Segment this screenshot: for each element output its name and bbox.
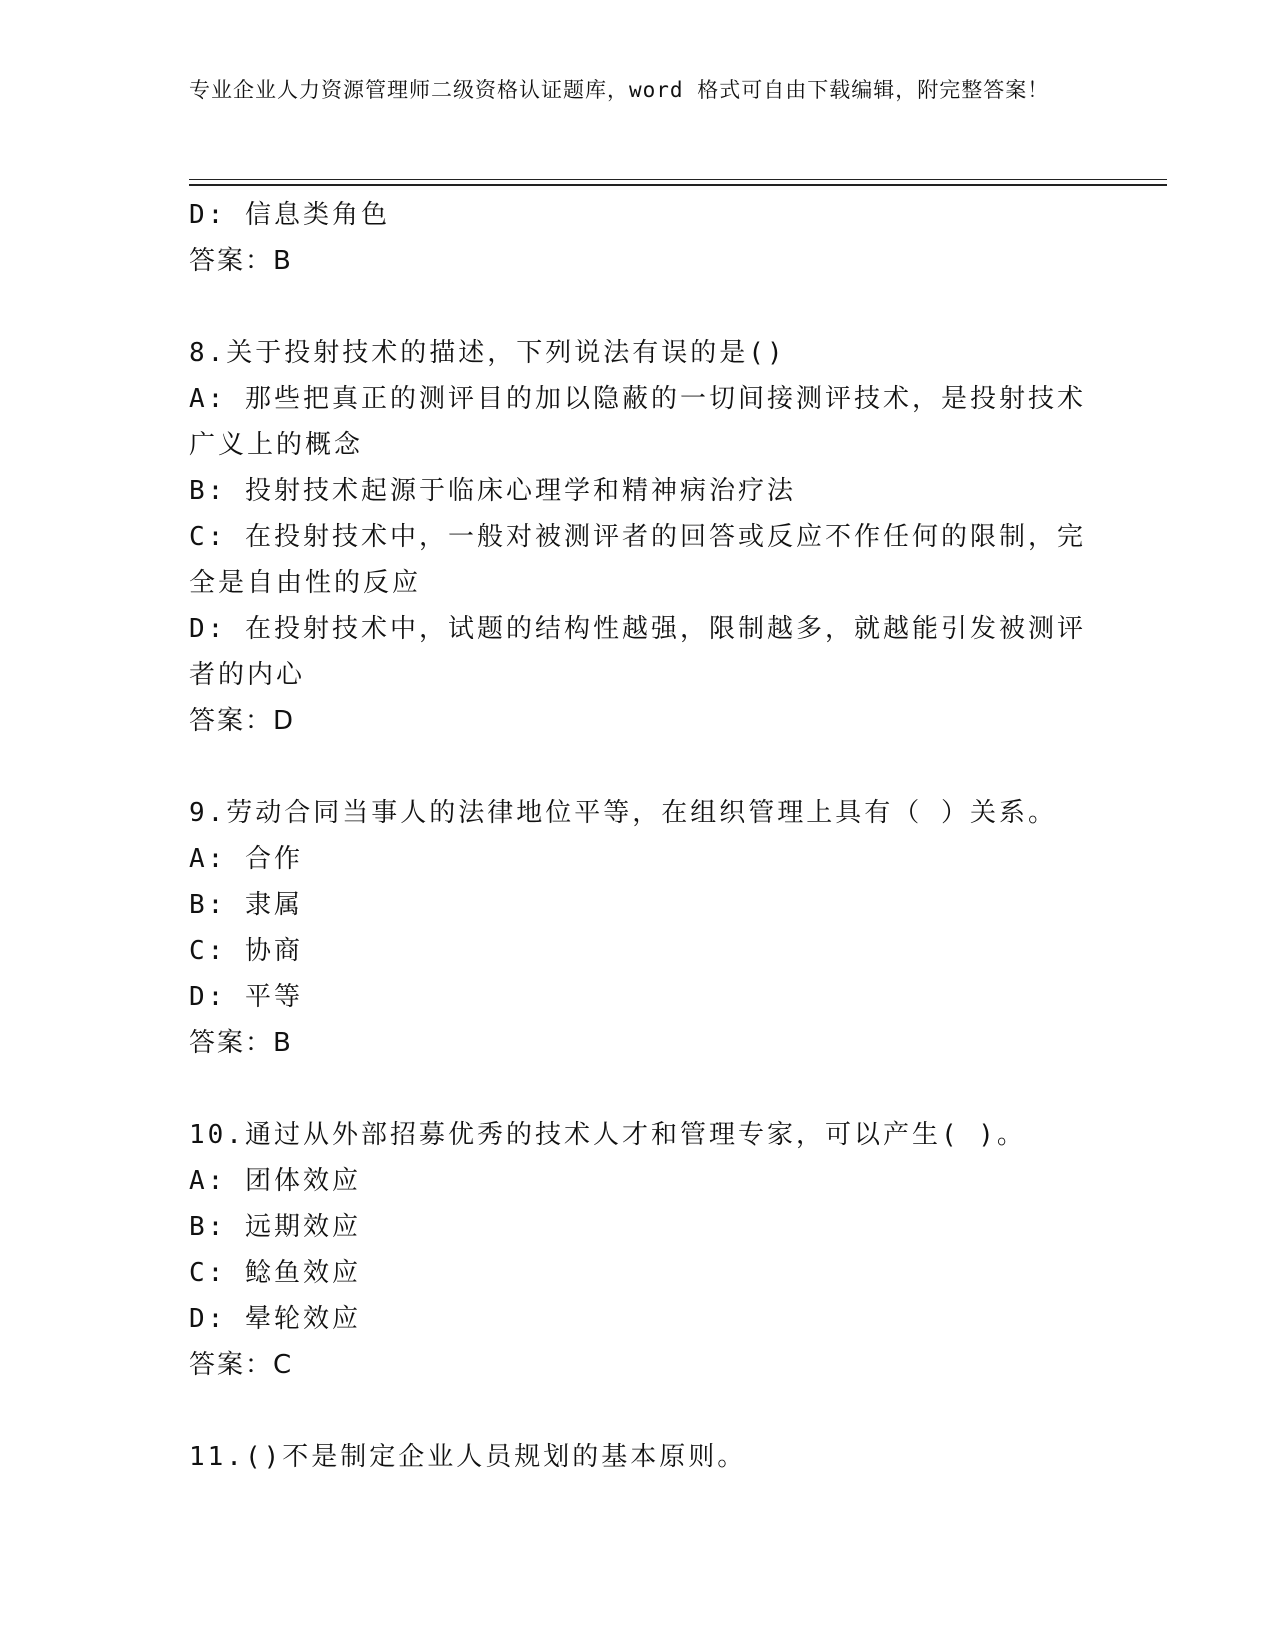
option-d-continued: 者的内心 bbox=[189, 660, 306, 690]
answer-line: 答案：C bbox=[189, 1350, 294, 1380]
header-divider-thin bbox=[189, 179, 1167, 180]
answer-line: 答案：B bbox=[189, 1028, 293, 1058]
document-header bbox=[189, 74, 1089, 107]
option-b: B: 远期效应 bbox=[189, 1212, 361, 1242]
prev-question-tail bbox=[189, 192, 1089, 284]
question-8 bbox=[189, 330, 1089, 744]
option-a-continued: 广义上的概念 bbox=[189, 430, 364, 460]
option-a: A: 合作 bbox=[189, 844, 303, 874]
question-list bbox=[189, 192, 1089, 1480]
spacer bbox=[189, 284, 1089, 330]
option-c-continued: 全是自由性的反应 bbox=[189, 568, 422, 598]
header-text: 专业企业人力资源管理师二级资格认证题库，word 格式可自由下载编辑，附完整答案！ bbox=[189, 78, 1050, 102]
question-9 bbox=[189, 790, 1089, 1066]
question-text: 10.通过从外部招募优秀的技术人才和管理专家，可以产生( )。 bbox=[189, 1120, 1026, 1150]
option-c: C: 在投射技术中，一般对被测评者的回答或反应不作任何的限制，完 bbox=[189, 522, 1086, 552]
spacer bbox=[189, 744, 1089, 790]
option-d: D: 信息类角色 bbox=[189, 200, 390, 230]
option-d: D: 在投射技术中，试题的结构性越强，限制越多，就越能引发被测评 bbox=[189, 614, 1086, 644]
spacer bbox=[189, 1066, 1089, 1112]
option-b: B: 隶属 bbox=[189, 890, 303, 920]
answer-line: 答案：D bbox=[189, 706, 296, 736]
option-d: D: 平等 bbox=[189, 982, 303, 1012]
question-text: 9.劳动合同当事人的法律地位平等，在组织管理上具有（ ）关系。 bbox=[189, 798, 1057, 828]
spacer bbox=[189, 1388, 1089, 1434]
option-b: B: 投射技术起源于临床心理学和精神病治疗法 bbox=[189, 476, 796, 506]
question-11 bbox=[189, 1434, 1089, 1480]
question-text: 8.关于投射技术的描述，下列说法有误的是() bbox=[189, 338, 786, 368]
header-divider-thick bbox=[189, 184, 1167, 186]
question-text: 11.()不是制定企业人员规划的基本原则。 bbox=[189, 1442, 747, 1472]
option-c: C: 鲶鱼效应 bbox=[189, 1258, 361, 1288]
option-c: C: 协商 bbox=[189, 936, 303, 966]
answer-line: 答案：B bbox=[189, 246, 293, 276]
option-a: A: 那些把真正的测评目的加以隐蔽的一切间接测评技术，是投射技术 bbox=[189, 384, 1086, 414]
option-d: D: 晕轮效应 bbox=[189, 1304, 361, 1334]
option-a: A: 团体效应 bbox=[189, 1166, 361, 1196]
question-10 bbox=[189, 1112, 1089, 1388]
